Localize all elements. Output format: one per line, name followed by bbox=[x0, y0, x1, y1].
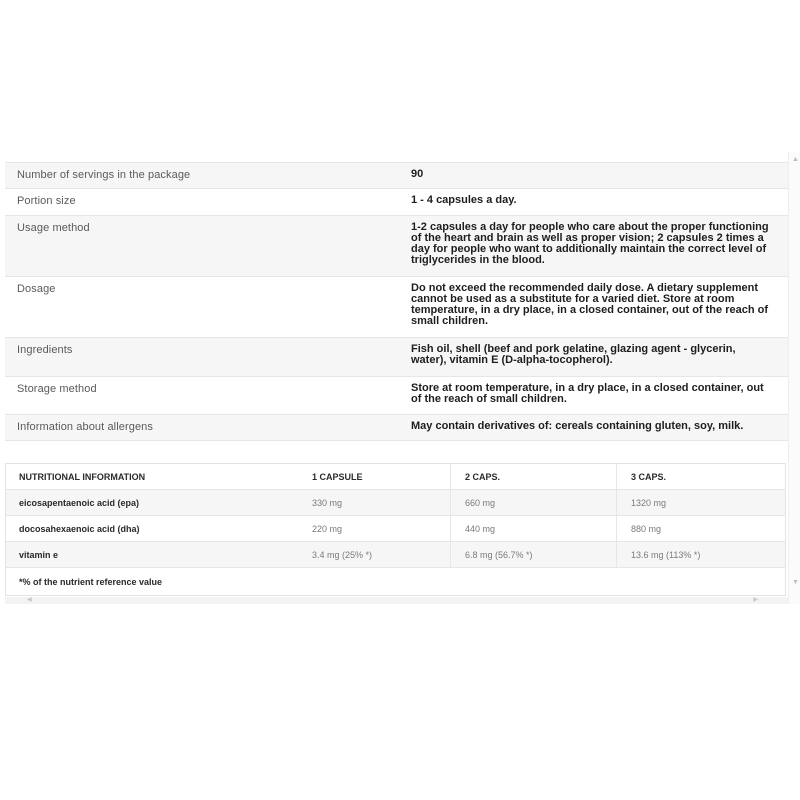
spec-label: Information about allergens bbox=[17, 421, 154, 433]
nutrient-value: 440 mg bbox=[450, 516, 616, 541]
column-header: 3 CAPS. bbox=[616, 464, 785, 489]
spec-value: Fish oil, shell (beef and pork gelatine, glazing agent - glycerin, water), vitamin E (D-alpha-tocopherol). bbox=[411, 343, 736, 366]
nutrient-value: 1320 mg bbox=[616, 490, 785, 515]
scroll-left-icon[interactable]: ◀ bbox=[27, 597, 32, 603]
nutrition-table bbox=[5, 463, 786, 596]
spec-row-usage-method bbox=[5, 216, 788, 277]
scroll-right-icon[interactable]: ▶ bbox=[753, 597, 758, 603]
column-header: NUTRITIONAL INFORMATION bbox=[19, 471, 146, 482]
nutrient-name: docosahexaenoic acid (dha) bbox=[19, 523, 140, 534]
spec-label: Dosage bbox=[17, 283, 56, 295]
spec-label: Storage method bbox=[17, 383, 97, 395]
nutrient-value: 880 mg bbox=[616, 516, 785, 541]
nutrient-value: 330 mg bbox=[312, 497, 343, 508]
product-specs-table bbox=[5, 162, 788, 441]
spec-row-portion-size bbox=[5, 189, 788, 216]
table-row bbox=[6, 490, 785, 516]
nutrient-name: eicosapentaenoic acid (epa) bbox=[19, 497, 140, 508]
spec-row-servings bbox=[5, 163, 788, 189]
spec-row-ingredients bbox=[5, 338, 788, 377]
spec-label: Usage method bbox=[17, 222, 90, 234]
nutrient-name: vitamin e bbox=[19, 549, 59, 560]
spec-label: Ingredients bbox=[17, 344, 73, 356]
spec-label: Number of servings in the package bbox=[17, 169, 191, 181]
footnote-row bbox=[6, 568, 785, 595]
footnote: *% of the nutrient reference value bbox=[19, 576, 163, 587]
nutrient-value: 660 mg bbox=[450, 490, 616, 515]
table-row bbox=[6, 542, 785, 568]
spec-value: 1 - 4 capsules a day. bbox=[411, 194, 517, 206]
spec-row-storage-method bbox=[5, 377, 788, 415]
nutrient-value: 220 mg bbox=[312, 523, 343, 534]
nutrition-header-row bbox=[6, 464, 785, 490]
table-row bbox=[6, 516, 785, 542]
nutrient-value: 13.6 mg (113% *) bbox=[616, 542, 785, 567]
spec-value: May contain derivatives of: cereals containing gluten, soy, milk. bbox=[411, 420, 744, 432]
scroll-up-icon[interactable]: ▲ bbox=[792, 156, 799, 163]
scroll-down-icon[interactable]: ▼ bbox=[792, 579, 799, 586]
spec-value: Store at room temperature, in a dry place, in a closed container, out of the reach of small children. bbox=[411, 382, 764, 405]
column-header: 2 CAPS. bbox=[450, 464, 616, 489]
spec-value: 1-2 capsules a day for people who care about the proper functioning of the heart and brain as well as proper vision; 2 capsules 2 times a day for people who want to additionally maintain the correct level of triglycerides in the blood. bbox=[411, 221, 769, 266]
spec-row-allergens bbox=[5, 415, 788, 441]
vertical-scrollbar[interactable] bbox=[788, 152, 800, 604]
horizontal-scrollbar[interactable] bbox=[5, 597, 788, 604]
spec-value: 90 bbox=[411, 168, 424, 180]
column-header: 1 CAPSULE bbox=[312, 471, 363, 482]
nutrient-value: 6.8 mg (56.7% *) bbox=[450, 542, 616, 567]
spec-row-dosage bbox=[5, 277, 788, 338]
spec-label: Portion size bbox=[17, 195, 76, 207]
nutrient-value: 3.4 mg (25% *) bbox=[312, 549, 373, 560]
spec-value: Do not exceed the recommended daily dose. A dietary supplement cannot be used as a substitute for a varied diet. Store at room temperature, in a dry place, in a closed container, out of the reach of small children. bbox=[411, 282, 768, 327]
